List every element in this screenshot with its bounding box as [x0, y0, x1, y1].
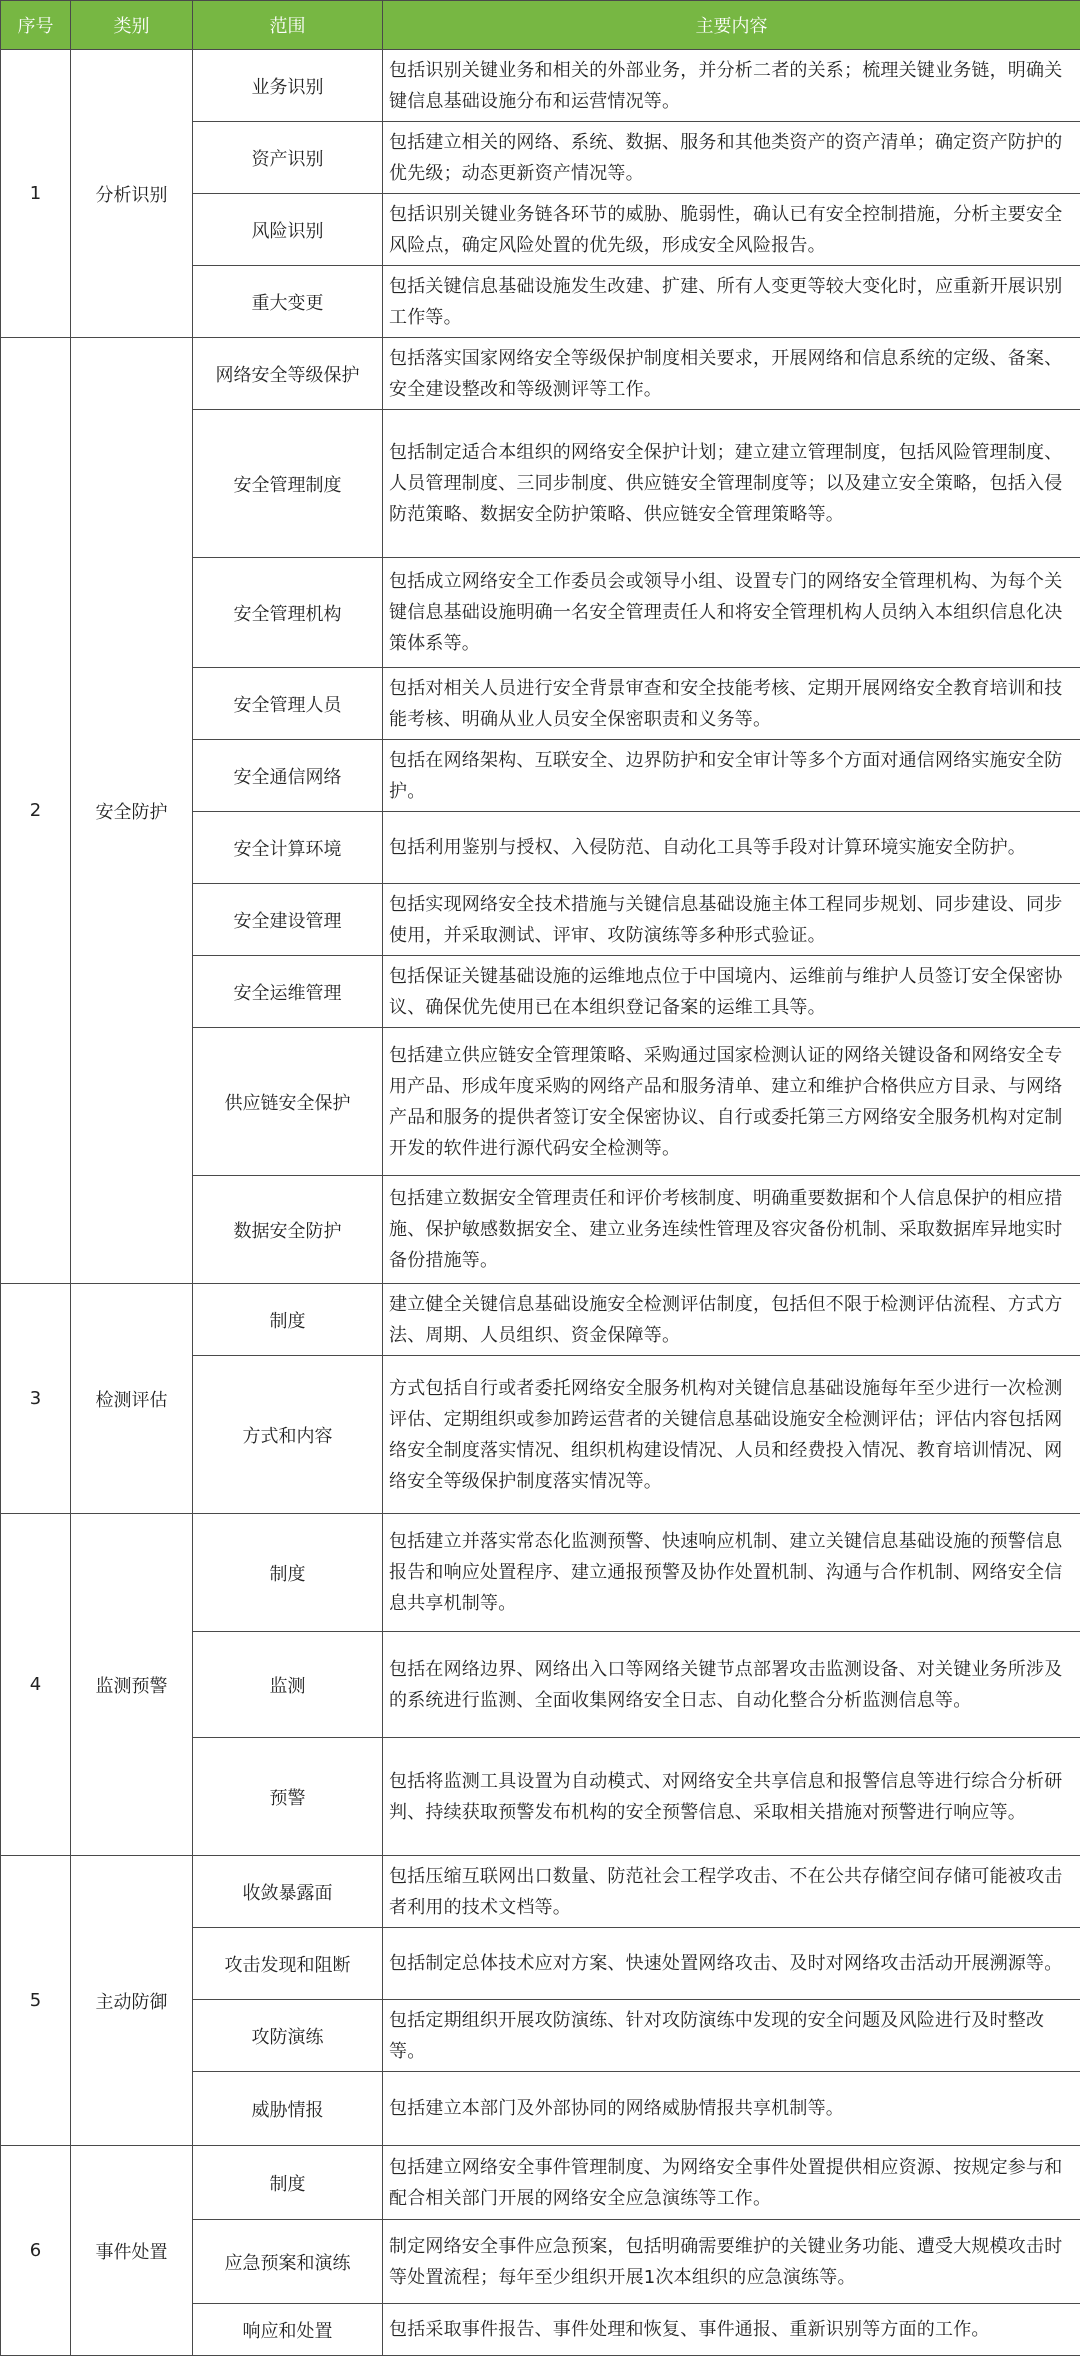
row-scope: 业务识别 — [193, 50, 383, 122]
row-content: 包括压缩互联网出口数量、防范社会工程学攻击、不在公共存储空间存储可能被攻击者利用的技术文档等。 — [383, 1856, 1080, 1928]
row-number: 6 — [1, 2146, 71, 2356]
row-number: 3 — [1, 1284, 71, 1514]
row-number: 2 — [1, 338, 71, 1284]
header-content: 主要内容 — [383, 1, 1080, 50]
table-row — [1, 1284, 1080, 1356]
row-content: 包括在网络架构、互联安全、边界防护和安全审计等多个方面对通信网络实施安全防护。 — [383, 740, 1080, 812]
row-category: 分析识别 — [71, 50, 193, 338]
header-category: 类别 — [71, 1, 193, 50]
table-row — [1, 50, 1080, 122]
row-content: 包括利用鉴别与授权、入侵防范、自动化工具等手段对计算环境实施安全防护。 — [383, 812, 1080, 884]
row-scope: 制度 — [193, 1514, 383, 1632]
row-number: 1 — [1, 50, 71, 338]
row-content: 包括采取事件报告、事件处理和恢复、事件通报、重新识别等方面的工作。 — [383, 2304, 1080, 2356]
row-content: 制定网络安全事件应急预案，包括明确需要维护的关键业务功能、遭受大规模攻击时等处置流程；每年至少组织开展1次本组织的应急演练等。 — [383, 2220, 1080, 2304]
row-content: 包括识别关键业务链各环节的威胁、脆弱性，确认已有安全控制措施，分析主要安全风险点，确定风险处置的优先级，形成安全风险报告。 — [383, 194, 1080, 266]
row-scope: 预警 — [193, 1738, 383, 1856]
row-scope: 监测 — [193, 1632, 383, 1738]
row-category: 检测评估 — [71, 1284, 193, 1514]
row-category: 监测预警 — [71, 1514, 193, 1856]
row-content: 包括保证关键基础设施的运维地点位于中国境内、运维前与维护人员签订安全保密协议、确保优先使用已在本组织登记备案的运维工具等。 — [383, 956, 1080, 1028]
row-scope: 安全管理机构 — [193, 558, 383, 668]
row-content: 包括建立供应链安全管理策略、采购通过国家检测认证的网络关键设备和网络安全专用产品、形成年度采购的网络产品和服务清单、建立和维护合格供应方目录、与网络产品和服务的提供者签订安全保密协议、自行或委托第三方网络安全服务机构对定制开发的软件进行源代码安全检测等。 — [383, 1028, 1080, 1176]
row-scope: 风险识别 — [193, 194, 383, 266]
row-scope: 应急预案和演练 — [193, 2220, 383, 2304]
row-scope: 方式和内容 — [193, 1356, 383, 1514]
row-scope: 攻击发现和阻断 — [193, 1928, 383, 2000]
table-row — [1, 338, 1080, 410]
row-content: 包括成立网络安全工作委员会或领导小组、设置专门的网络安全管理机构、为每个关键信息基础设施明确一名安全管理责任人和将安全管理机构人员纳入本组织信息化决策体系等。 — [383, 558, 1080, 668]
row-category: 主动防御 — [71, 1856, 193, 2146]
row-scope: 安全运维管理 — [193, 956, 383, 1028]
row-content: 包括定期组织开展攻防演练、针对攻防演练中发现的安全问题及风险进行及时整改等。 — [383, 2000, 1080, 2072]
row-content: 包括制定总体技术应对方案、快速处置网络攻击、及时对网络攻击活动开展溯源等。 — [383, 1928, 1080, 2000]
row-content: 包括建立数据安全管理责任和评价考核制度、明确重要数据和个人信息保护的相应措施、保护敏感数据安全、建立业务连续性管理及容灾备份机制、采取数据库异地实时备份措施等。 — [383, 1176, 1080, 1284]
row-content: 包括建立并落实常态化监测预警、快速响应机制、建立关键信息基础设施的预警信息报告和响应处置程序、建立通报预警及协作处置机制、沟通与合作机制、网络安全信息共享机制等。 — [383, 1514, 1080, 1632]
table-row — [1, 1856, 1080, 1928]
row-content: 包括对相关人员进行安全背景审查和安全技能考核、定期开展网络安全教育培训和技能考核、明确从业人员安全保密职责和义务等。 — [383, 668, 1080, 740]
row-scope: 网络安全等级保护 — [193, 338, 383, 410]
table-header-row — [1, 1, 1080, 50]
row-content: 方式包括自行或者委托网络安全服务机构对关键信息基础设施每年至少进行一次检测评估、定期组织或参加跨运营者的关键信息基础设施安全检测评估；评估内容包括网络安全制度落实情况、组织机构建设情况、人员和经费投入情况、教育培训情况、网络安全等级保护制度落实情况等。 — [383, 1356, 1080, 1514]
row-scope: 威胁情报 — [193, 2072, 383, 2146]
row-scope: 安全计算环境 — [193, 812, 383, 884]
row-scope: 安全管理制度 — [193, 410, 383, 558]
row-scope: 供应链安全保护 — [193, 1028, 383, 1176]
row-category: 安全防护 — [71, 338, 193, 1284]
row-scope: 安全管理人员 — [193, 668, 383, 740]
row-scope: 安全通信网络 — [193, 740, 383, 812]
row-content: 包括识别关键业务和相关的外部业务，并分析二者的关系；梳理关键业务链，明确关键信息基础设施分布和运营情况等。 — [383, 50, 1080, 122]
row-content: 包括将监测工具设置为自动模式、对网络安全共享信息和报警信息等进行综合分析研判、持续获取预警发布机构的安全预警信息、采取相关措施对预警进行响应等。 — [383, 1738, 1080, 1856]
row-content: 包括实现网络安全技术措施与关键信息基础设施主体工程同步规划、同步建设、同步使用，并采取测试、评审、攻防演练等多种形式验证。 — [383, 884, 1080, 956]
row-scope: 制度 — [193, 1284, 383, 1356]
row-content: 包括建立本部门及外部协同的网络威胁情报共享机制等。 — [383, 2072, 1080, 2146]
row-scope: 安全建设管理 — [193, 884, 383, 956]
row-content: 包括建立相关的网络、系统、数据、服务和其他类资产的资产清单；确定资产防护的优先级；动态更新资产情况等。 — [383, 122, 1080, 194]
row-scope: 重大变更 — [193, 266, 383, 338]
row-number: 5 — [1, 1856, 71, 2146]
row-scope: 制度 — [193, 2146, 383, 2220]
row-content: 包括关键信息基础设施发生改建、扩建、所有人变更等较大变化时，应重新开展识别工作等。 — [383, 266, 1080, 338]
header-num: 序号 — [1, 1, 71, 50]
row-content: 包括在网络边界、网络出入口等网络关键节点部署攻击监测设备、对关键业务所涉及的系统进行监测、全面收集网络安全日志、自动化整合分析监测信息等。 — [383, 1632, 1080, 1738]
row-content: 包括建立网络安全事件管理制度、为网络安全事件处置提供相应资源、按规定参与和配合相关部门开展的网络安全应急演练等工作。 — [383, 2146, 1080, 2220]
header-scope: 范围 — [193, 1, 383, 50]
row-scope: 攻防演练 — [193, 2000, 383, 2072]
row-scope: 资产识别 — [193, 122, 383, 194]
row-content: 建立健全关键信息基础设施安全检测评估制度，包括但不限于检测评估流程、方式方法、周期、人员组织、资金保障等。 — [383, 1284, 1080, 1356]
row-content: 包括制定适合本组织的网络安全保护计划；建立建立管理制度，包括风险管理制度、人员管理制度、三同步制度、供应链安全管理制度等；以及建立安全策略，包括入侵防范策略、数据安全防护策略、供应链安全管理策略等。 — [383, 410, 1080, 558]
row-scope: 收敛暴露面 — [193, 1856, 383, 1928]
row-category: 事件处置 — [71, 2146, 193, 2356]
table-row — [1, 2146, 1080, 2220]
table-row — [1, 1514, 1080, 1632]
row-scope: 响应和处置 — [193, 2304, 383, 2356]
row-scope: 数据安全防护 — [193, 1176, 383, 1284]
row-number: 4 — [1, 1514, 71, 1856]
row-content: 包括落实国家网络安全等级保护制度相关要求，开展网络和信息系统的定级、备案、安全建设整改和等级测评等工作。 — [383, 338, 1080, 410]
